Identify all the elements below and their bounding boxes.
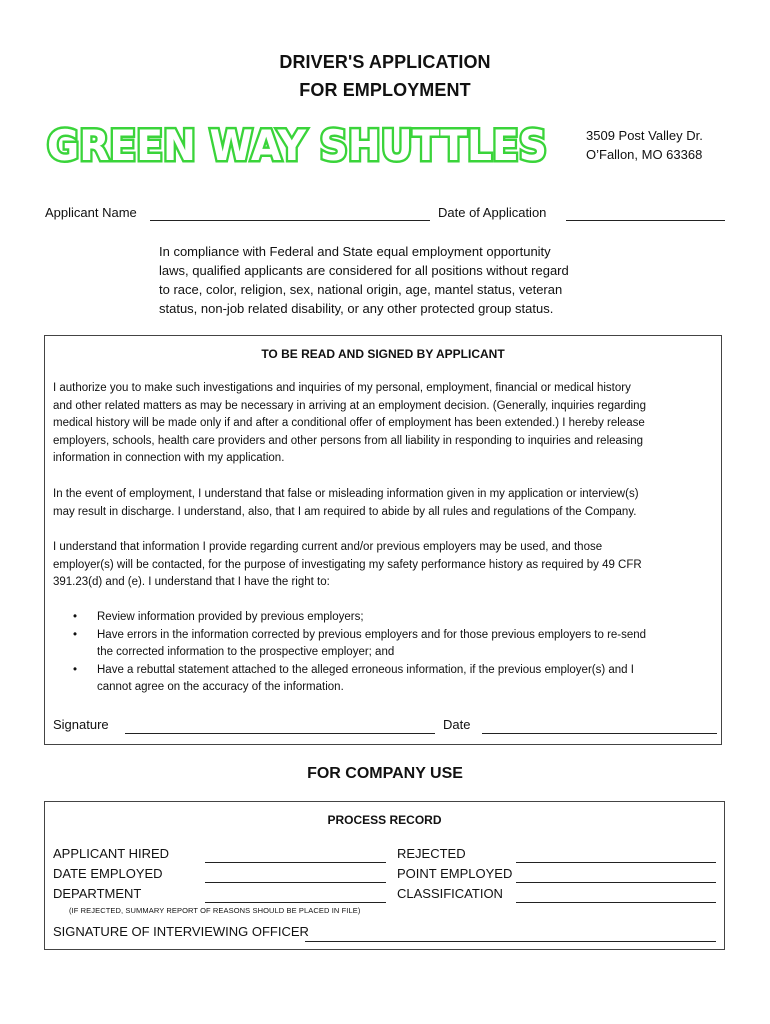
point-employed-label: POINT EMPLOYED — [397, 866, 513, 881]
applicant-name-field[interactable] — [150, 220, 430, 221]
paragraph-line: I understand that information I provide regarding current and/or previous employers may be used, and those — [53, 541, 603, 553]
department-field[interactable] — [205, 902, 386, 903]
paragraph-line: I authorize you to make such investigations and inquiries of my personal, employment, financial or medical history — [53, 382, 631, 394]
classification-field[interactable] — [516, 902, 716, 903]
company-use-title: FOR COMPANY USE — [307, 765, 463, 782]
point-employed-field[interactable] — [516, 882, 716, 883]
paragraph-line: employers, schools, health care providers and other persons from all liability in responding to inquiries and releasing — [53, 434, 644, 447]
application-date-field[interactable] — [566, 220, 725, 221]
company-address — [586, 126, 703, 164]
paragraph-line: medical history will be made only if and after a conditional offer of employment has been extended.) I hereby release — [53, 417, 645, 429]
authorization-paragraph-3 — [53, 539, 642, 592]
paragraph-line: In the event of employment, I understand that false or misleading information given in my application or interview(s) — [53, 488, 639, 500]
green-way-shuttles-logo — [45, 122, 550, 166]
signature-date-label: Date — [443, 717, 471, 732]
signature-field[interactable] — [125, 733, 435, 734]
interviewing-officer-signature-field[interactable] — [305, 941, 716, 942]
compliance-line: status, non-job related disability, or any other protected group status. — [159, 301, 554, 316]
paragraph-line: may result in discharge. I understand, also, that I am required to abide by all rules and regulations of the Company. — [53, 505, 637, 518]
bullet-icon: • — [73, 628, 78, 641]
compliance-statement — [159, 242, 619, 318]
list-item-line: Have a rebuttal statement attached to the alleged erroneous information, if the previous employer(s) and I — [97, 663, 634, 676]
list-item — [53, 609, 718, 627]
list-item-line: cannot agree on the accuracy of the information. — [97, 681, 344, 693]
classification-label: CLASSIFICATION — [397, 886, 503, 901]
date-employed-field[interactable] — [205, 882, 386, 883]
rejected-field[interactable] — [516, 862, 716, 863]
bullet-icon: • — [73, 611, 78, 623]
rejection-note: (IF REJECTED, SUMMARY REPORT OF REASONS SHOULD BE PLACED IN FILE) — [69, 906, 361, 915]
list-item-line: Review information provided by previous employers; — [97, 611, 364, 623]
form-title-line2: FOR EMPLOYMENT — [299, 80, 471, 100]
authorization-box — [44, 335, 722, 745]
applicant-name-label: Applicant Name — [45, 205, 137, 220]
applicant-hired-label: APPLICANT HIRED — [53, 846, 170, 861]
signature-label: Signature — [53, 717, 109, 732]
list-item-line: the corrected information to the prospective employer; and — [97, 646, 395, 658]
list-item — [53, 627, 718, 662]
compliance-line: to race, color, religion, sex, national origin, age, mantel status, veteran — [159, 282, 563, 297]
rights-list — [53, 609, 718, 697]
authorization-heading: TO BE READ AND SIGNED BY APPLICANT — [261, 347, 505, 361]
paragraph-line: and other related matters as may be necessary in arriving at an employment decision. (Generally, inquiries regarding — [53, 399, 646, 412]
process-record-heading: PROCESS RECORD — [327, 813, 442, 827]
authorization-paragraph-1 — [53, 380, 646, 468]
paragraph-line: employer(s) will be contacted, for the purpose of investigating my safety performance history as required by 49 CFR — [53, 558, 642, 571]
form-title-line1: DRIVER'S APPLICATION — [279, 52, 491, 72]
bullet-icon: • — [73, 663, 78, 676]
department-label: DEPARTMENT — [53, 886, 142, 901]
applicant-hired-field[interactable] — [205, 862, 386, 863]
address-line1: 3509 Post Valley Dr. — [586, 128, 703, 143]
date-employed-label: DATE EMPLOYED — [53, 866, 163, 881]
address-line2: O’Fallon, MO 63368 — [586, 147, 703, 162]
list-item-line: Have errors in the information corrected by previous employers and for those previous employers to re-send — [97, 628, 647, 641]
paragraph-line: information in connection with my application. — [53, 452, 285, 464]
interviewing-officer-label: SIGNATURE OF INTERVIEWING OFFICER — [53, 924, 309, 939]
signature-date-field[interactable] — [482, 733, 717, 734]
process-record-box — [44, 801, 725, 950]
compliance-line: laws, qualified applicants are considered for all positions without regard — [159, 263, 569, 278]
logo-text: GREEN WAY SHUTTLES — [47, 122, 547, 166]
paragraph-line: 391.23(d) and (e). I understand that I have the right to: — [53, 576, 330, 588]
application-date-label: Date of Application — [438, 205, 547, 220]
compliance-line: In compliance with Federal and State equal employment opportunity — [159, 244, 551, 259]
list-item — [53, 662, 718, 697]
authorization-paragraph-2 — [53, 486, 639, 521]
rejected-label: REJECTED — [397, 846, 466, 861]
